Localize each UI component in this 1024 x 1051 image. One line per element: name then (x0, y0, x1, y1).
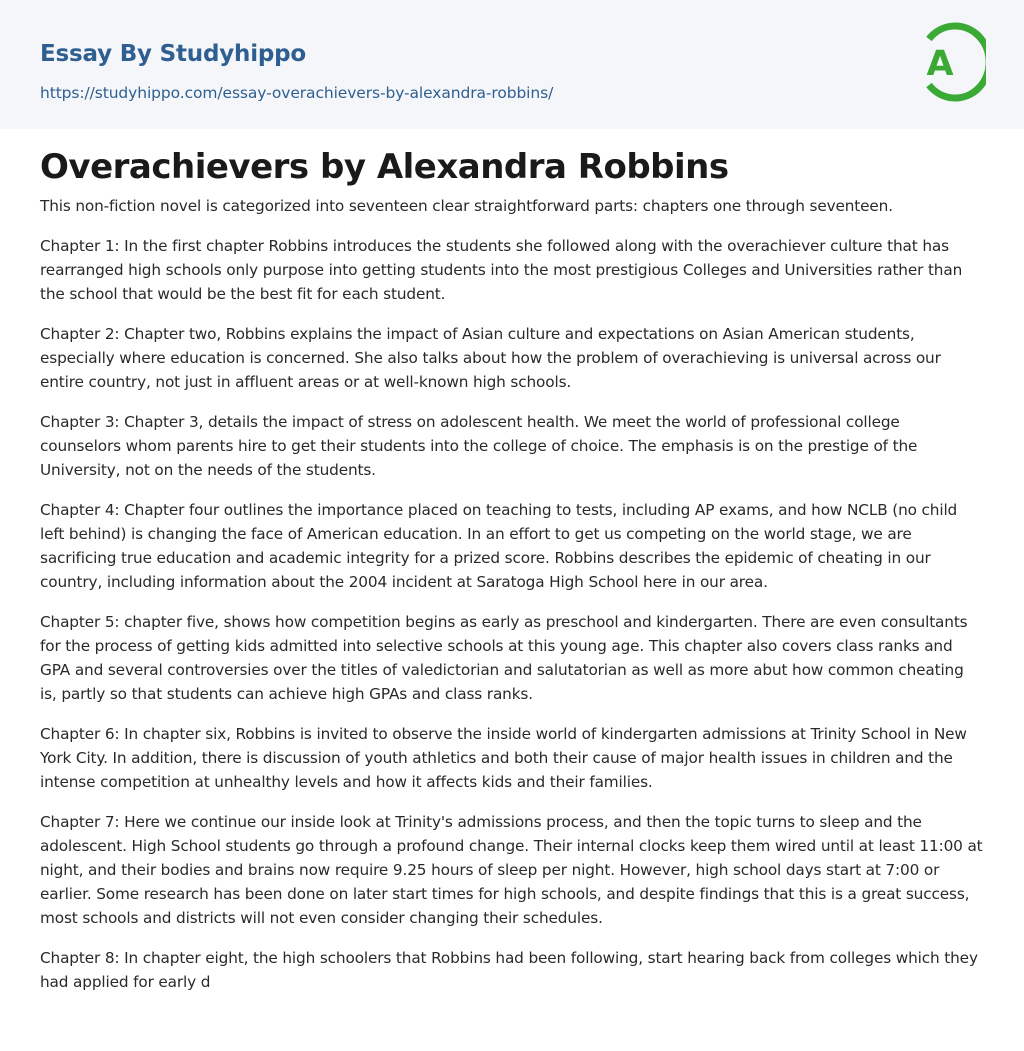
logo-letter: A (926, 44, 954, 84)
article-title: Overachievers by Alexandra Robbins (40, 147, 729, 187)
site-header (0, 0, 1024, 129)
intro-paragraph: This non-fiction novel is categorized into seventeen clear straightforward parts: chapters one through seventeen. (40, 197, 893, 215)
chapter-1-paragraph: Chapter 1: In the first chapter Robbins introduces the students she followed along with the overachiever culture that has rearranged high schools only purpose into getting students into the most prestigious Colleges and Universities rather than the school that would be the best fit for each student. (40, 237, 963, 303)
chapter-7-paragraph: Chapter 7: Here we continue our inside look at Trinity's admissions process, and then the topic turns to sleep and the adolescent. High School students go through a profound change. Their internal clocks keep them wired until at least 11:00 at night, and their bodies and brains now require 9.25 hours of sleep per night. However, high school days start at 7:00 or earlier. Some research has been done on later start times for high schools, and despite findings that this is a great success, most schools and districts will not even consider changing their schedules. (40, 813, 983, 927)
chapter-2-paragraph: Chapter 2: Chapter two, Robbins explains the impact of Asian culture and expectations on Asian American students, especially where education is concerned. She also talks about how the problem of overachieving is universal across our entire country, not just in affluent areas or at well-known high schools. (40, 325, 941, 391)
studyhippo-logo-icon[interactable] (912, 19, 986, 105)
chapter-5-paragraph: Chapter 5: chapter five, shows how competition begins as early as preschool and kindergarten. There are even consultants for the process of getting kids admitted into selective schools at this young age. This chapter also covers class ranks and GPA and several controversies over the titles of valedictorian and salutatorian as well as more abut how common cheating is, partly so that students can achieve high GPAs and class ranks. (40, 613, 968, 703)
chapter-8-paragraph: Chapter 8: In chapter eight, the high schoolers that Robbins had been following, start hearing back from colleges which they had applied for early d (40, 949, 978, 991)
chapter-4-paragraph: Chapter 4: Chapter four outlines the importance placed on teaching to tests, including AP exams, and how NCLB (no child left behind) is changing the face of American education. In an effort to get us competing on the world stage, we are sacrificing true education and academic integrity for a prized score. Robbins describes the epidemic of cheating in our country, including information about the 2004 incident at Saratoga High School here in our area. (40, 501, 958, 591)
chapter-3-paragraph: Chapter 3: Chapter 3, details the impact of stress on adolescent health. We meet the world of professional college counselors whom parents hire to get their students into the college of choice. The emphasis is on the prestige of the University, not on the needs of the students. (40, 413, 918, 479)
site-name[interactable]: Essay By Studyhippo (40, 41, 307, 67)
article (40, 144, 984, 1010)
chapter-6-paragraph: Chapter 6: In chapter six, Robbins is invited to observe the inside world of kindergarten admissions at Trinity School in New York City. In addition, there is discussion of youth athletics and both their cause of major health issues in children and the intense competition at unhealthy levels and how it affects kids and their families. (40, 725, 967, 791)
page-url-link[interactable]: https://studyhippo.com/essay-overachievers-by-alexandra-robbins/ (40, 84, 554, 102)
